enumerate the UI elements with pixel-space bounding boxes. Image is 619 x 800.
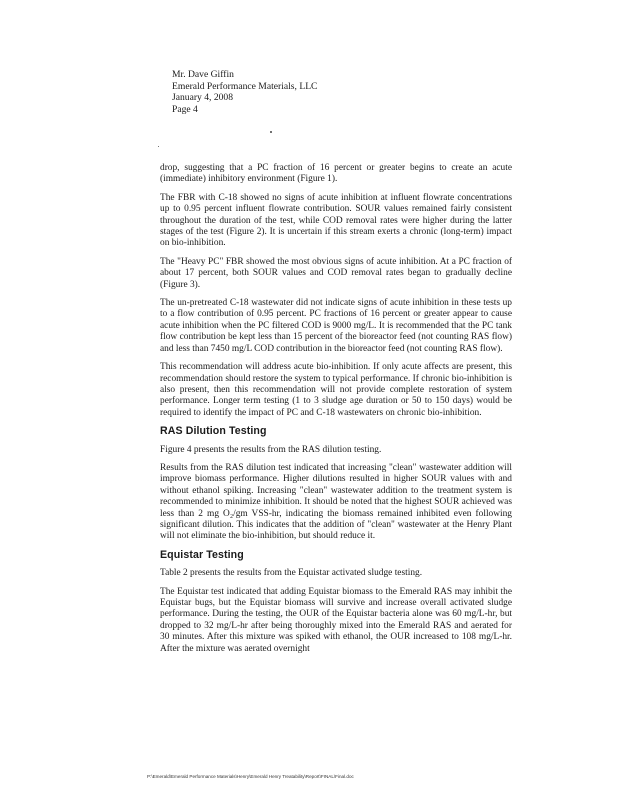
letter-header	[172, 69, 317, 115]
section-heading-ras-dilution: RAS Dilution Testing	[160, 425, 267, 438]
recipient-name: Mr. Dave Giffin	[172, 69, 234, 80]
body-paragraph: The FBR with C-18 showed no signs of acute inhibition at influent flowrate concentrations up to 0.95 percent influent flowrate contribution. SOUR values remained fairly consistent throughout the duration of the test, while COD removal rates were higher during the latter stages of the test (Figure 2). It is uncertain if this stream exerts a chronic (long-term) impact on bio-inhibition.	[160, 192, 512, 249]
file-path-footer: P:\Emerald\Emerald Performance Materials\Henry\Emerald Henry Treatability\Report\FINAL\Final.doc	[147, 774, 354, 779]
page-number: Page 4	[172, 103, 198, 115]
body-paragraph: Results from the RAS dilution test indicated that increasing "clean" wastewater addition will improve biomass performance. Higher dilutions resulted in higher SOUR values with and without ethanol spiking. Increasing "clean" wastewater addition to the treatment system is recommended to minimize inhibition. It should be noted that the highest SOUR achieved was less than 2 mg O₂/gm VSS-hr, indicating the biomass remained inhibited even following significant dilution. This indicates that the addition of "clean" wastewater at the Henry Plant will not eliminate the bio-inhibition, but should reduce it.	[160, 462, 512, 542]
letter-date: January 4, 2008	[172, 92, 234, 104]
body-paragraph: The Equistar test indicated that adding Equistar biomass to the Emerald RAS may inhibit the Equistar bugs, but the Equistar biomass will survive and increase overall activated sludge performance. During the testing, the OUR of the Equistar bacteria alone was 60 mg/L-hr, but dropped to 32 mg/L-hr after being thoroughly mixed into the Emerald RAS and aerated for 30 minutes. After this mixture was spiked with ethanol, the OUR increased to 108 mg/L-hr. After the mixture was aerated overnight	[160, 586, 512, 654]
body-paragraph: Table 2 presents the results from the Equistar activated sludge testing.	[160, 568, 423, 579]
scan-speck	[270, 131, 272, 133]
recipient-company: Emerald Performance Materials, LLC	[172, 80, 318, 92]
body-paragraph: Figure 4 presents the results from the RAS dilution testing.	[160, 444, 382, 455]
section-heading-equistar: Equistar Testing	[160, 548, 244, 561]
scan-speck	[158, 146, 159, 147]
body-paragraph: drop, suggesting that a PC fraction of 16 percent or greater begins to create an acute (immediate) inhibitory environment (Figure 1).	[160, 163, 512, 185]
body-paragraph: The "Heavy PC" FBR showed the most obvious signs of acute inhibition. At a PC fraction of about 17 percent, both SOUR values and COD removal rates began to gradually decline (Figure 3).	[160, 256, 512, 290]
body-paragraph: The un-pretreated C-18 wastewater did not indicate signs of acute inhibition in these tests up to a flow contribution of 0.95 percent. PC fractions of 16 percent or greater appear to cause acute inhibition when the PC filtered COD is 9000 mg/L. It is recommended that the PC tank flow contribution be kept less than 15 percent of the bioreactor feed (not counting RAS flow) and less than 7450 mg/L COD contribution in the bioreactor feed (not counting RAS flow).	[160, 298, 512, 354]
letter-body	[160, 163, 512, 662]
body-paragraph: This recommendation will address acute bio-inhibition. If only acute affects are present, this recommendation should restore the system to typical performance. If chronic bio-inhibition is also present, then this recommendation will not provide complete restoration of system performance. Longer term testing (1 to 3 sludge age duration or 50 to 150 days) would be required to identify the impact of PC and C-18 wastewaters on chronic bio-inhibition.	[160, 362, 512, 418]
